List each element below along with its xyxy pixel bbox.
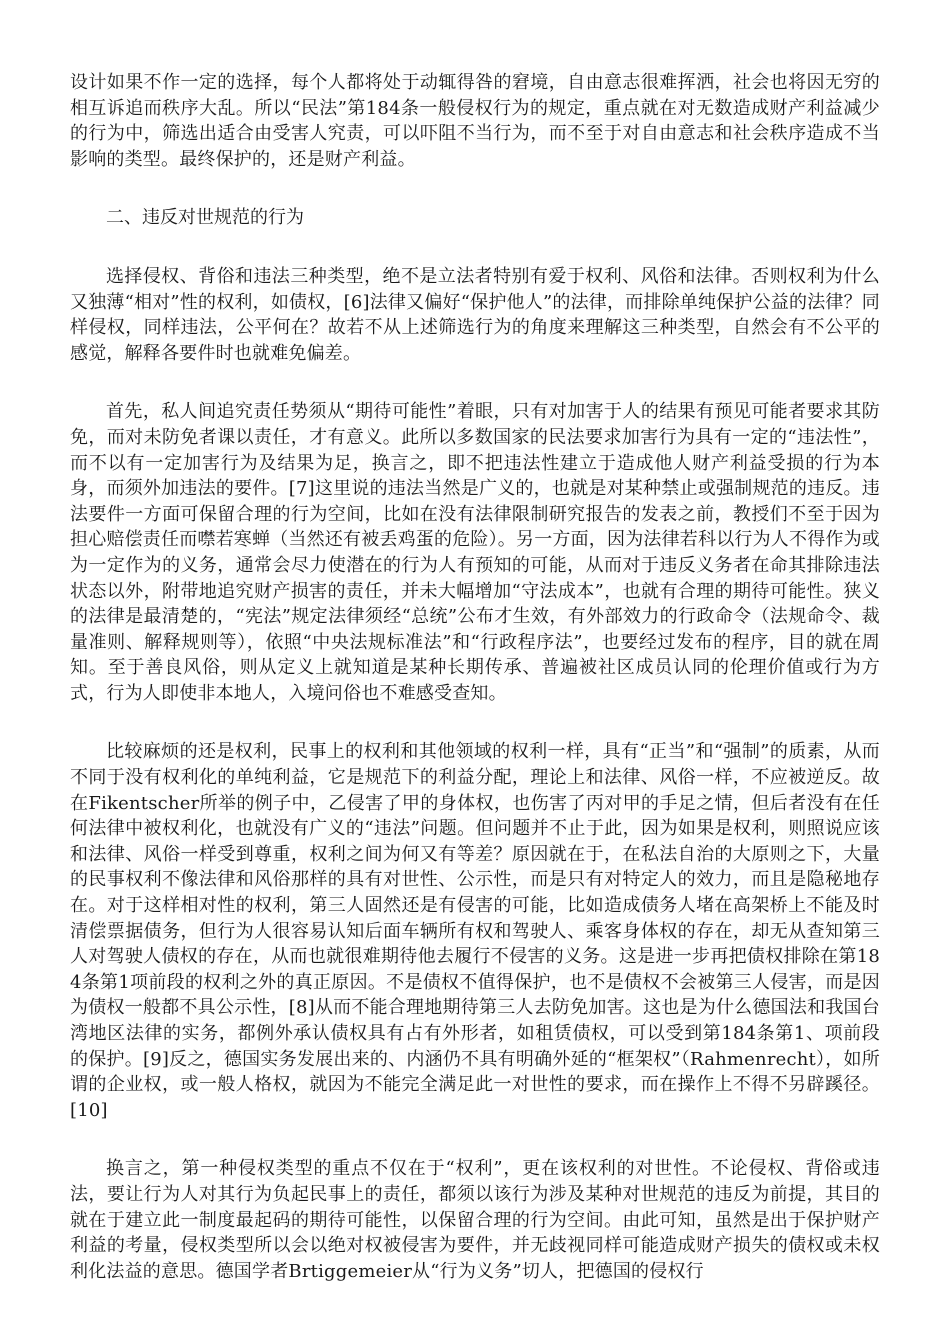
paragraph-continuation: 设计如果不作一定的选择，每个人都将处于动辄得咎的窘境，自由意志很难挥洒，社会也将因无穷的相互诉追而秩序大乱。所以“民法”第184条一般侵权行为的规定，重点就在对无数造成财产利益减少的行为中，筛选出适合由受害人究责，可以吓阻不当行为，而不至于对自由意志和社会秩序造成不当影响的类型。最终保护的，还是财产利益。 xyxy=(70,72,880,170)
paragraph-in-other-words: 换言之，第一种侵权类型的重点不仅在于“权利”，更在该权利的对世性。不论侵权、背俗或违法，要让行为人对其行为负起民事上的责任，都须以该行为涉及某种对世规范的违反为前提，其目的就在于建立此一制度最起码的期待可能性，以保留合理的行为空间。由此可知，虽然是出于保护财产利益的考量，侵权类型所以会以绝对权被侵害为要件，并无歧视同样可能造成财产损失的债权或未权利化法益的意思。德国学者Brtiggemeier从“行为义务”切人，把德国的侵权行 xyxy=(70,1158,880,1282)
paragraph-three-types: 选择侵权、背俗和违法三种类型，绝不是立法者特别有爱于权利、风俗和法律。否则权利为什么又独薄“相对”性的权利，如债权，[6]法律又偏好“保护他人”的法律，而排除单纯保护公益的法律？同样侵权，同样违法，公平何在？故若不从上述筛选行为的角度来理解这三种类型，自然会有不公平的感觉，解释各要件时也就难免偏差。 xyxy=(70,265,880,364)
paragraph-expectation: 首先，私人间追究责任势须从“期待可能性”着眼，只有对加害于人的结果有预见可能者要求其防免，而对未防免者课以责任，才有意义。此所以多数国家的民法要求加害行为具有一定的“违法性”，而不以有一定加害行为及结果为足，换言之，即不把违法性建立于造成他人财产利益受损的行为本身，而须外加违法的要件。[7]这里说的违法当然是广义的，也就是对某种禁止或强制规范的违反。违法要件一方面可保留合理的行为空间，比如在没有法律限制研究报告的发表之前，教授们不至于因为担心赔偿责任而噤若寒蝉（当然还有被丢鸡蛋的危险）。另一方面，因为法律若科以行为人不得作为或为一定作为的义务，通常会尽力使潜在的行为人有预知的可能，从而对于违反义务者在命其排除违法状态以外，附带地追究财产损害的责任，并未大幅增加“守法成本”，也就有合理的期待可能性。狭义的法律是最清楚的，“宪法”规定法律须经“总统”公布才生效，有外部效力的行政命令（法规命令、裁量准则、解释规则等），依照“中央法规标准法”和“行政程序法”，也要经过发布的程序，目的就在周知。至于善良风俗，则从定义上就知道是某种长期传承、普遍被社区成员认同的伦理价值或行为方式，行为人即使非本地人，入境问俗也不难感受查知。 xyxy=(70,401,880,704)
paragraph-rights: 比较麻烦的还是权利，民事上的权利和其他领域的权利一样，具有“正当”和“强制”的质素，从而不同于没有权利化的单纯利益，它是规范下的利益分配，理论上和法律、风俗一样，不应被逆反。故在Fikentscher所举的例子中，乙侵害了甲的身体权，也伤害了丙对甲的手足之情，但后者没有在任何法律中被权利化，也就没有广义的“违法”问题。但问题并不止于此，因为如果是权利，则照说应该和法律、风俗一样受到尊重，权利之间为何又有等差？原因就在于，在私法自治的大原则之下，大量的民事权利不像法律和风俗那样的具有对世性、公示性，而是只有对特定人的效力，而且是隐秘地存在。对于这样相对性的权利，第三人固然还是有侵害的可能，比如造成债务人堵在高架桥上不能及时清偿票据债务，但行为人很容易认知后面车辆所有权和驾驶人、乘客身体权的存在，却无从查知第三人对驾驶人债权的存在，从而也就很难期待他去履行不侵害的义务。这是进一步再把债权排除在第184条第1项前段的权利之外的真正原因。不是债权不值得保护，也不是债权不会被第三人侵害，而是因为债权一般都不具公示性，[8]从而不能合理地期待第三人去防免加害。这也是为什么德国法和我国台湾地区法律的实务，都例外承认债权具有占有外形者，如租赁债权，可以受到第184条第1、项前段的保护。[9]反之，德国实务发展出来的、内涵仍不具有明确外延的“框架权”（Rahmenrecht），如所谓的企业权，或一般人格权，就因为不能完全满足此一对世性的要求，而在操作上不得不另辟蹊径。[10] xyxy=(70,741,880,1121)
section-heading: 二、违反对世规范的行为 xyxy=(106,207,304,229)
